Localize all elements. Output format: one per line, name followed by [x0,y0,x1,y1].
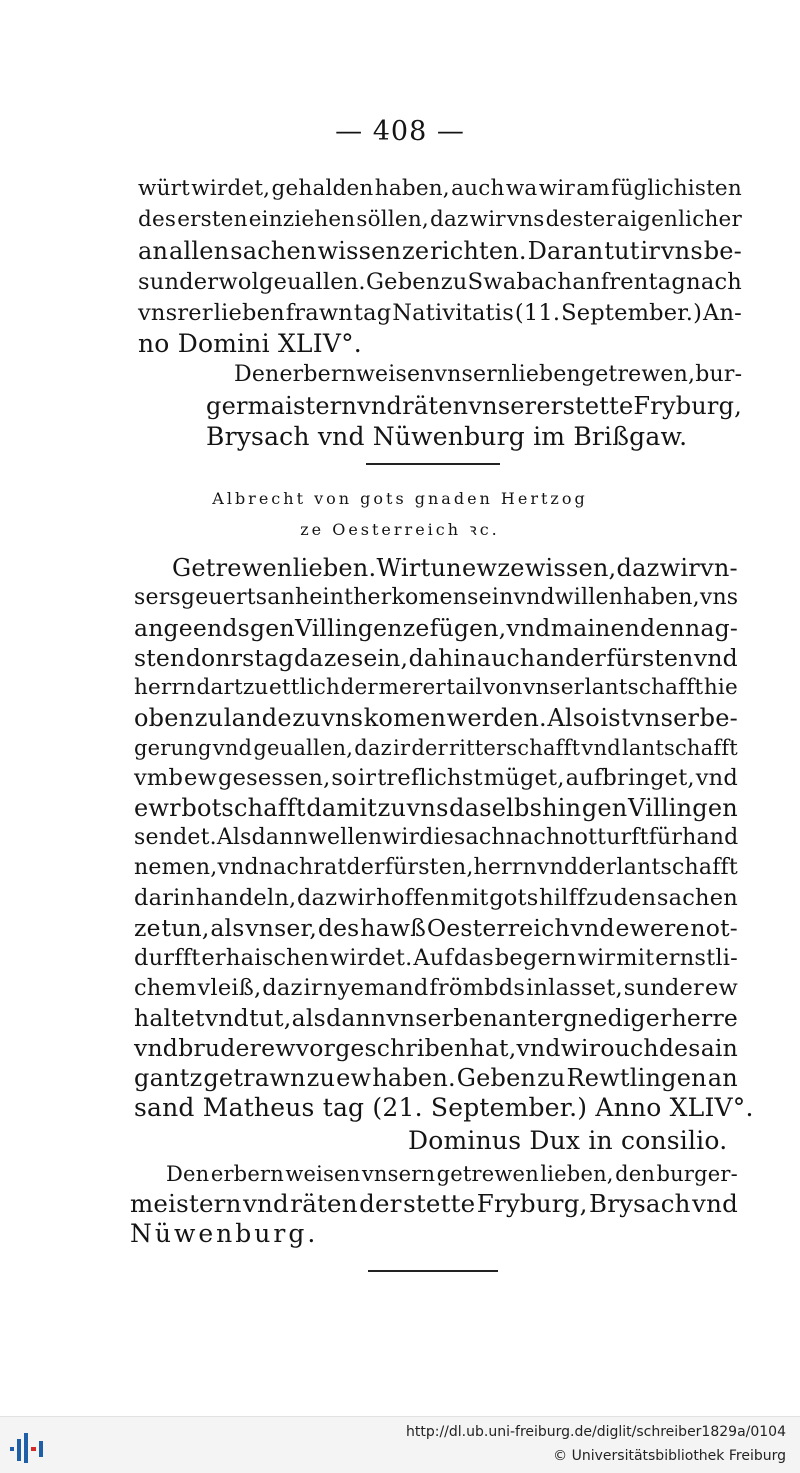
word: ewr [134,794,181,822]
word: vmb [134,765,184,791]
word: vnd [536,855,579,880]
word: wir [469,207,506,232]
address-line: Brysach vnd Nüwenburg im Brißgaw. [206,422,688,451]
word: gesessen, [217,765,331,791]
word: ewere [615,914,690,942]
word: wir [382,825,420,850]
word: auch [451,176,505,201]
word: der [359,1189,402,1218]
word: nach [505,825,561,850]
word: wirdet. [329,945,413,971]
word: angeends [134,614,250,642]
word: daselbshin [449,794,582,822]
text-line [134,853,738,883]
word: haltet [134,1004,205,1032]
word: ersten [177,207,248,232]
section-divider [366,463,500,465]
word: willen [554,585,624,610]
word: wirdet, [191,176,271,201]
word: wir [337,885,376,911]
word: dahin [408,644,477,672]
text-line [138,267,742,297]
word: ain [700,1034,738,1062]
word: dann [326,1004,387,1032]
word: geuerts [180,585,268,610]
word: treflichst [377,765,483,791]
word: gehalden [271,176,374,201]
text-line [134,1063,738,1093]
word: burger- [656,1162,738,1186]
word: herrn [134,675,196,700]
text-line [138,205,742,235]
signature-line: Dominus Dux in consilio. [408,1126,728,1155]
word: müget, [483,765,565,791]
word: gantz [134,1064,203,1092]
text-line [134,583,738,613]
word: sein, [351,644,409,672]
word: benanter [453,1004,563,1032]
word: stette [403,1189,476,1218]
word: geuallen, [253,736,354,760]
word: meistern [130,1189,242,1218]
word: vnd [570,914,615,942]
word: Also [547,704,600,732]
word: weisen [355,362,435,387]
word: oben [134,704,195,732]
word: tag [353,300,392,326]
word: ew [704,975,738,1001]
word: vnd [692,1189,738,1218]
word: nemen, [134,855,218,880]
word: wir [538,176,575,201]
text-line [134,973,738,1003]
word: sten [134,644,186,672]
word: der [411,736,448,760]
text-line [134,823,738,853]
word: ernstli- [655,945,738,971]
word: ir [640,237,661,265]
address-line [234,360,742,390]
word: vnd [695,765,738,791]
word: einziehen [248,207,356,232]
word: gen [581,794,628,822]
word: vnsern [361,1162,436,1186]
word: wir [577,945,616,971]
word: der [340,675,378,700]
word: handeln, [195,885,297,911]
word: Nativitatis [392,300,514,326]
word: vnd [581,736,621,760]
word: mit [616,945,655,971]
word: frömbds [429,975,526,1001]
word: an [572,269,601,295]
word: sendet. [134,825,217,850]
word: stette [562,392,634,420]
address-line [166,1159,738,1189]
word: Fryburg, [476,1189,588,1218]
address-line [206,391,742,421]
word: haben, [623,585,700,610]
word: sach [454,825,506,850]
word: gnediger [562,1004,672,1032]
word: sunder [138,269,219,295]
word: als [210,914,245,942]
word: ritterschafft [448,736,581,760]
word: allen [169,237,230,265]
word: räten [290,1189,358,1218]
word: aigenlicher [617,207,742,232]
word: hand [682,825,739,850]
word: daz [430,207,469,232]
word: ir [303,975,322,1001]
heading-line: Albrecht von gots gnaden Hertzog [212,489,588,508]
word: herrn [473,855,537,880]
word: ze [402,237,430,265]
ub-freiburg-logo-icon [8,1427,48,1465]
word: herre [671,1004,738,1032]
page-number: — 408 — [335,116,465,147]
text-line: sand Matheus tag (21. September.) Anno XLIV°. [134,1093,754,1122]
word: den [640,614,685,642]
word: lieben. [292,554,377,582]
word: donrstag [185,644,294,672]
word: Fryburg, [633,392,742,420]
word: des [138,207,177,232]
word: räten [402,392,469,420]
text-line [134,1003,738,1033]
word: be- [699,704,738,732]
word: ir [357,765,377,791]
copyright-notice: © Universitätsbibliothek Freiburg [553,1448,786,1464]
word: hawß [360,914,427,942]
word: vns [699,585,739,610]
word: erbern [279,362,356,387]
word: daz [354,736,392,760]
word: getrawn [203,1064,306,1092]
word: getrewen, [580,362,696,387]
address-line [130,1189,738,1219]
word: Villingen [294,614,403,642]
text-line [134,763,738,793]
word: vnd [693,644,738,672]
word: vor [295,1034,336,1062]
word: vnser [523,675,585,700]
word: nag- [685,614,738,642]
address-line: Nüwenburg. [130,1219,319,1248]
word: botschafft [181,794,306,822]
word: dartzu [196,675,269,700]
word: füglichisten [611,176,742,201]
word: notturft [560,825,649,850]
word: haben. [372,1064,456,1092]
word: hilff [539,885,586,911]
word: Getrewen [172,554,293,582]
word: wellen [307,825,383,850]
word: weisen [285,1162,361,1186]
word: den [615,1162,656,1186]
word: An- [703,300,742,326]
word: tail [446,675,483,700]
word: damit [306,794,378,822]
word: hie [703,675,738,700]
word: an [707,1064,738,1092]
word: inlasset, [526,975,623,1001]
word: lantschafft [621,736,738,760]
word: Den [234,362,280,387]
word: gen [250,614,295,642]
word: fügen, [429,614,507,642]
word: fürsten [606,644,694,672]
word: bur- [695,362,743,387]
word: sachen [230,237,317,265]
word: ist [600,704,631,732]
word: Rewtlingen [566,1064,707,1092]
word: auch [476,644,536,672]
word: zu [292,704,321,732]
word: ze [134,914,161,942]
word: für [648,825,683,850]
word: merer [378,675,446,700]
word: den [613,885,657,911]
word: nach [686,269,742,295]
word: vnsern [434,362,512,387]
word: ouch [600,1034,659,1062]
text-line [134,673,738,703]
word: vnd [513,585,555,610]
word: Brysach [589,1189,691,1218]
word: not- [690,914,738,942]
word: vns [506,207,545,232]
word: söllen, [356,207,429,232]
word: die [419,825,455,850]
word: (11. [514,300,561,326]
text-line [134,883,738,913]
word: der [578,855,617,880]
word: frawn [285,300,353,326]
text-line [134,643,738,673]
word: Geben [366,269,441,295]
word: ettlich [268,675,340,700]
word: des [658,1034,701,1062]
word: zu [537,1064,566,1092]
word: ew [336,1064,372,1092]
word: ze [323,644,351,672]
viewer-footer [0,1416,800,1473]
word: vnd [212,736,253,760]
word: aufbringet, [565,765,695,791]
word: richten. [430,237,527,265]
word: wolgeuallen. [218,269,366,295]
word: nyemand [322,975,429,1001]
word: würt [138,176,190,201]
text-line [134,943,738,973]
word: vnserer [468,392,563,420]
word: zu [440,269,468,295]
word: von [482,675,523,700]
word: an [138,237,169,265]
word: vnd [242,1189,289,1218]
word: da [293,644,324,672]
word: haben, [374,176,450,201]
word: vnser, [245,914,318,942]
word: vnser [386,1004,454,1032]
word: tut [604,237,640,265]
word: erbern [210,1162,284,1186]
word: vns [321,704,364,732]
word: so [331,765,357,791]
word: gerung [134,736,212,760]
word: Wir [376,554,421,582]
word: lieben [213,300,285,326]
word: vns [660,237,703,265]
word: September.) [561,300,703,326]
word: vns [406,794,449,822]
word: lantschafft [616,855,738,880]
word: ew [261,1034,296,1062]
word: zu [377,794,407,822]
text-line [138,236,742,266]
word: lieben [511,362,581,387]
word: Daran [527,237,604,265]
word: nach [258,855,314,880]
word: wissen [317,237,402,265]
word: tun, [161,914,210,942]
word: Den [166,1162,210,1186]
word: getrewen [436,1162,539,1186]
text-line [138,298,742,328]
word: darin [134,885,196,911]
word: lantschafft [584,675,704,700]
word: ze [497,554,525,582]
word: anheint [267,585,354,610]
text-line [138,174,742,204]
word: Alsdann [216,825,308,850]
word: sers [134,585,181,610]
word: daz [262,975,303,1001]
word: wir [560,1034,601,1062]
word: bruder [178,1034,262,1062]
word: das [453,945,494,971]
word: ew [184,765,218,791]
word: ew [462,554,498,582]
word: lieben, [540,1162,614,1186]
word: sachen [656,885,738,911]
section-divider [368,1270,498,1272]
word: vnd [134,1034,179,1062]
text-line: no Domini XLIV°. [138,329,362,358]
word: Geben [456,1064,537,1092]
word: am [576,176,610,201]
word: sein [467,585,514,610]
word: vnsrer [138,300,213,326]
word: zu [194,704,224,732]
word: der [346,855,385,880]
word: komen [363,704,447,732]
word: Villingen [628,794,738,822]
word: frentag [600,269,686,295]
word: fürsten, [384,855,474,880]
word: zu [306,1064,336,1092]
word: mainen [550,614,640,642]
word: chem [134,975,197,1001]
word: geschriben [335,1034,470,1062]
word: germaistern [206,392,358,420]
word: hoffen [376,885,450,911]
word: des [317,914,360,942]
word: ander [535,644,606,672]
word: hat, [469,1034,517,1062]
permalink-url[interactable]: http://dl.ub.uni-freiburg.de/diglit/schreiber1829a/0104 [406,1424,786,1440]
text-line [134,1033,738,1063]
word: werden. [446,704,547,732]
word: vnser [631,704,700,732]
word: ir [393,736,411,760]
word: vleiß, [197,975,262,1001]
text-line [134,733,738,763]
word: gots [489,885,539,911]
text-line [172,553,738,583]
word: Auf [413,945,453,971]
word: daz [616,554,660,582]
word: tut, [249,1004,292,1032]
word: daz [296,885,338,911]
word: vnd [204,1004,249,1032]
word: ze [402,614,430,642]
word: begern [494,945,577,971]
word: wissen, [524,554,617,582]
text-line [134,703,738,733]
word: vnd [217,855,259,880]
text-line [134,913,738,943]
word: vnd [516,1034,561,1062]
word: be- [703,237,742,265]
word: erhaischen [201,945,330,971]
word: lande [223,704,292,732]
word: Swabach [467,269,573,295]
word: vn- [700,554,738,582]
word: vnd [357,392,403,420]
word: wir [659,554,700,582]
word: durfft [134,945,201,971]
word: zu [586,885,613,911]
word: dester [545,207,616,232]
word: sunder [623,975,704,1001]
word: rat [313,855,347,880]
word: Oesterreich [426,914,570,942]
word: wa [505,176,538,201]
text-line [134,613,738,643]
word: als [291,1004,326,1032]
word: tun [420,554,462,582]
text-line [134,793,738,823]
word: mit [450,885,489,911]
word: herkomen [353,585,468,610]
word: vnd [506,614,551,642]
heading-line: ze Oesterreich ꝛc. [300,520,500,539]
